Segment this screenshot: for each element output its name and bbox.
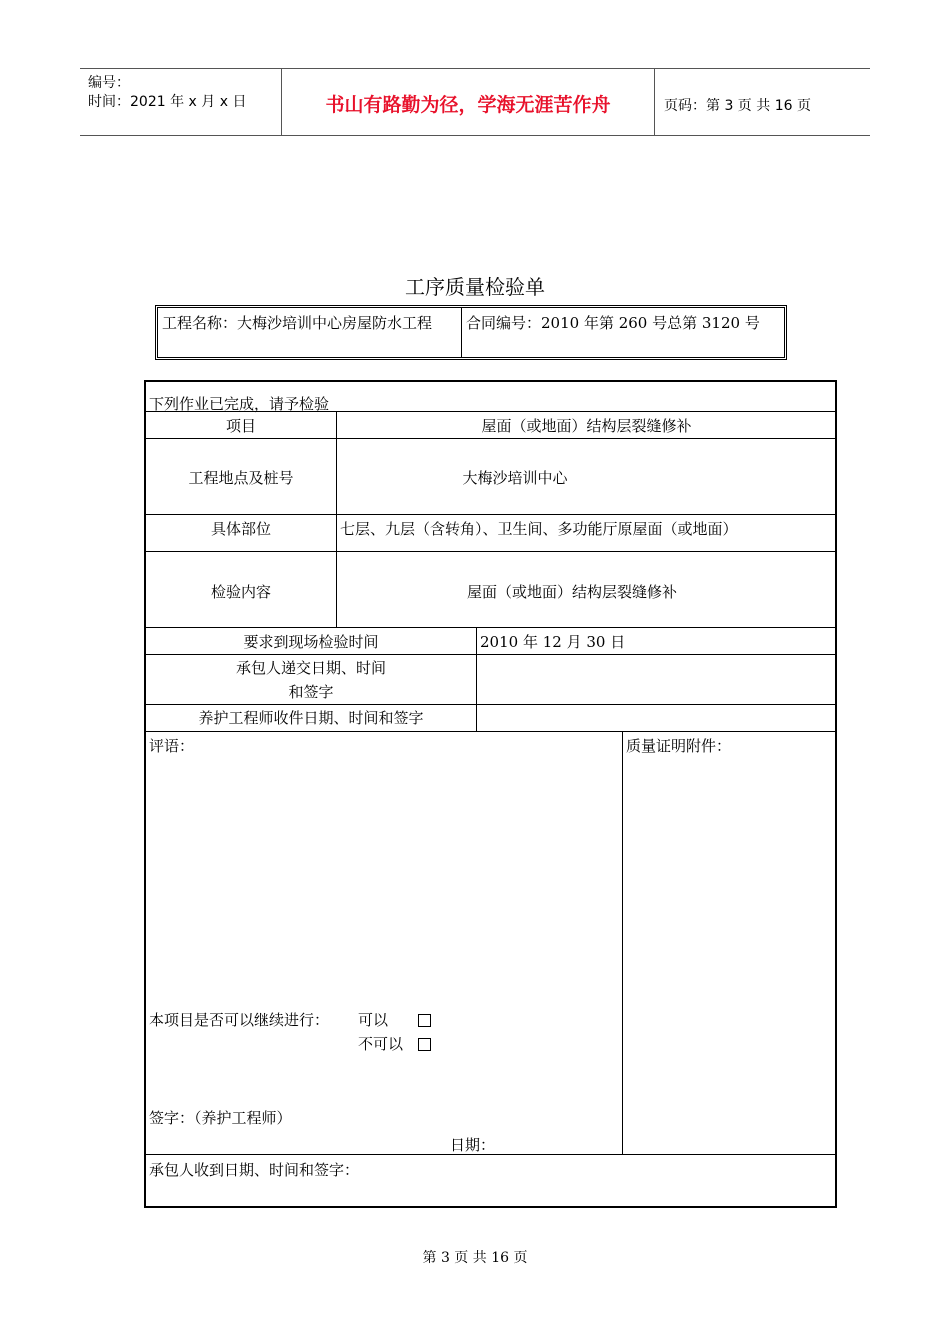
inspection-table xyxy=(144,380,837,1208)
footer-page-number: 第 3 页 共 16 页 xyxy=(422,1250,528,1266)
submit-label-line1: 承包人递交日期、时间 xyxy=(235,659,386,677)
location-label: 工程地点及桩号 xyxy=(188,469,294,487)
form-title: 工序质量检验单 xyxy=(405,275,545,299)
header-top-rule xyxy=(80,68,870,69)
option-no-label: 不可以 xyxy=(358,1035,404,1053)
submit-label-line2: 和签字 xyxy=(288,683,334,701)
receive-label: 养护工程师收件日期、时间和签字 xyxy=(198,709,424,727)
header-bottom-rule xyxy=(80,135,870,136)
location-value: 大梅沙培训中心 xyxy=(462,469,568,487)
header-number-label: 编号： xyxy=(88,75,130,91)
contract-number: 合同编号：2010 年第 260 号总第 3120 号 xyxy=(466,314,760,332)
part-value: 七层、九层（含转角）、卫生间、多功能厅原屋面（或地面） xyxy=(340,520,738,538)
header-page-label: 页码：第 3 页 共 16 页 xyxy=(664,98,811,114)
option-yes-checkbox[interactable] xyxy=(418,1014,431,1027)
intro-text: 下列作业已完成，请予检验 xyxy=(149,395,330,413)
header-motto: 书山有路勤为径，学海无涯苦作舟 xyxy=(325,94,611,116)
content-value: 屋面（或地面）结构层裂缝修补 xyxy=(466,583,677,601)
engineer-sign-label: 签字：（养护工程师） xyxy=(149,1109,292,1127)
item-label: 项目 xyxy=(225,417,256,435)
date-label: 日期： xyxy=(450,1136,496,1154)
contractor-receipt-label: 承包人收到日期、时间和签字： xyxy=(149,1161,360,1179)
continue-question: 本项目是否可以继续进行： xyxy=(149,1011,330,1029)
content-label: 检验内容 xyxy=(210,583,271,601)
comments-label: 评语： xyxy=(149,737,195,755)
project-name: 工程名称：大梅沙培训中心房屋防水工程 xyxy=(158,308,462,357)
part-label: 具体部位 xyxy=(210,520,271,538)
header-divider-right xyxy=(654,68,655,136)
header-time-label: 时间：2021 年 x 月 x 日 xyxy=(88,94,247,110)
inspect-time-value: 2010 年 12 月 30 日 xyxy=(480,633,626,651)
project-info-box xyxy=(155,305,787,360)
item-value: 屋面（或地面）结构层裂缝修补 xyxy=(481,417,692,435)
inspect-time-label: 要求到现场检验时间 xyxy=(243,633,379,651)
attachments-label: 质量证明附件： xyxy=(626,737,732,755)
option-no-checkbox[interactable] xyxy=(418,1038,431,1051)
option-yes-label: 可以 xyxy=(358,1011,389,1029)
